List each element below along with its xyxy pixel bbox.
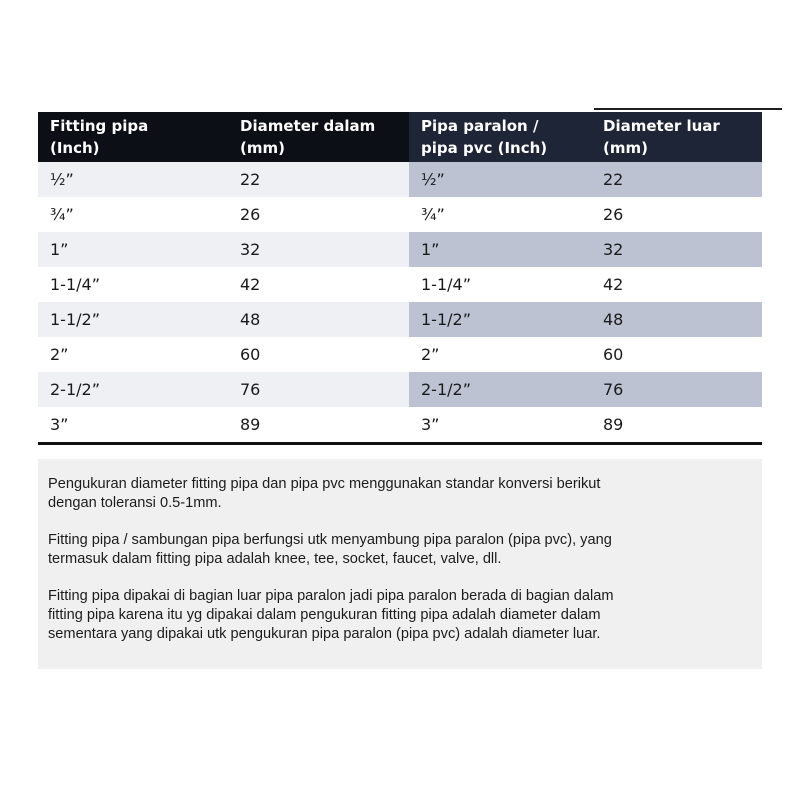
table-row — [38, 337, 762, 372]
note-paragraph-tolerance: Pengukuran diameter fitting pipa dan pipa pvc menggunakan standar konversi berikut dengan toleransi 0.5-1mm. — [48, 476, 601, 511]
cell-inner-diameter: 48 — [228, 302, 409, 337]
cell-pvc-size: 3” — [409, 407, 591, 442]
cell-fitting-size: 1-1/4” — [38, 267, 228, 302]
cell-inner-diameter: 89 — [228, 407, 409, 442]
table-row — [38, 232, 762, 267]
cell-pvc-size: 2” — [409, 337, 591, 372]
header-line: (mm) — [603, 139, 648, 157]
cell-fitting-size: ½” — [38, 162, 228, 197]
cell-outer-diameter: 76 — [591, 372, 762, 407]
pipe-size-table-container — [38, 112, 762, 445]
cell-inner-diameter: 60 — [228, 337, 409, 372]
cell-pvc-size: ½” — [409, 162, 591, 197]
header-line: Fitting pipa — [50, 117, 149, 135]
cell-fitting-size: 1” — [38, 232, 228, 267]
cell-fitting-size: ¾” — [38, 197, 228, 232]
header-diameter-dalam — [228, 112, 409, 162]
cell-inner-diameter: 42 — [228, 267, 409, 302]
header-line: (mm) — [240, 139, 285, 157]
table-row — [38, 302, 762, 337]
table-header-row — [38, 112, 762, 162]
cell-inner-diameter: 22 — [228, 162, 409, 197]
cell-fitting-size: 1-1/2” — [38, 302, 228, 337]
note-paragraph-fitting-function: Fitting pipa / sambungan pipa berfungsi utk menyambung pipa paralon (pipa pvc), yang termasuk dalam fitting pipa adalah knee, tee, socket, faucet, valve, dll. — [48, 532, 612, 567]
header-line: Diameter dalam — [240, 117, 376, 135]
cell-fitting-size: 2” — [38, 337, 228, 372]
header-diameter-luar — [591, 112, 762, 162]
header-pipa-paralon — [409, 112, 591, 162]
cell-fitting-size: 3” — [38, 407, 228, 442]
table-row — [38, 407, 762, 442]
cell-pvc-size: 1” — [409, 232, 591, 267]
header-line: (Inch) — [50, 139, 100, 157]
note-paragraph-measurement: Fitting pipa dipakai di bagian luar pipa paralon jadi pipa paralon berada di bagian dalam fitting pipa karena itu yg dipakai dalam pengukuran fitting pipa adalah diameter dalam sementara yang dipakai utk pengukuran pipa paralon (pipa pvc) adalah diameter luar. — [48, 588, 614, 642]
table-bottom-rule — [38, 442, 762, 445]
cell-fitting-size: 2-1/2” — [38, 372, 228, 407]
cell-outer-diameter: 89 — [591, 407, 762, 442]
cell-inner-diameter: 76 — [228, 372, 409, 407]
cell-inner-diameter: 26 — [228, 197, 409, 232]
cell-outer-diameter: 26 — [591, 197, 762, 232]
table-row — [38, 197, 762, 232]
cell-outer-diameter: 48 — [591, 302, 762, 337]
header-fitting-pipa — [38, 112, 228, 162]
table-row — [38, 372, 762, 407]
table-row — [38, 267, 762, 302]
header-line: Diameter luar — [603, 117, 720, 135]
cell-outer-diameter: 22 — [591, 162, 762, 197]
pipe-size-table — [38, 112, 762, 442]
cell-pvc-size: ¾” — [409, 197, 591, 232]
notes-box — [38, 459, 762, 669]
cell-pvc-size: 1-1/2” — [409, 302, 591, 337]
cell-outer-diameter: 42 — [591, 267, 762, 302]
header-line: Pipa paralon / — [421, 117, 539, 135]
table-row — [38, 162, 762, 197]
cell-outer-diameter: 32 — [591, 232, 762, 267]
cell-inner-diameter: 32 — [228, 232, 409, 267]
cell-pvc-size: 1-1/4” — [409, 267, 591, 302]
top-divider-line — [594, 108, 782, 110]
cell-outer-diameter: 60 — [591, 337, 762, 372]
header-line: pipa pvc (Inch) — [421, 139, 548, 157]
cell-pvc-size: 2-1/2” — [409, 372, 591, 407]
